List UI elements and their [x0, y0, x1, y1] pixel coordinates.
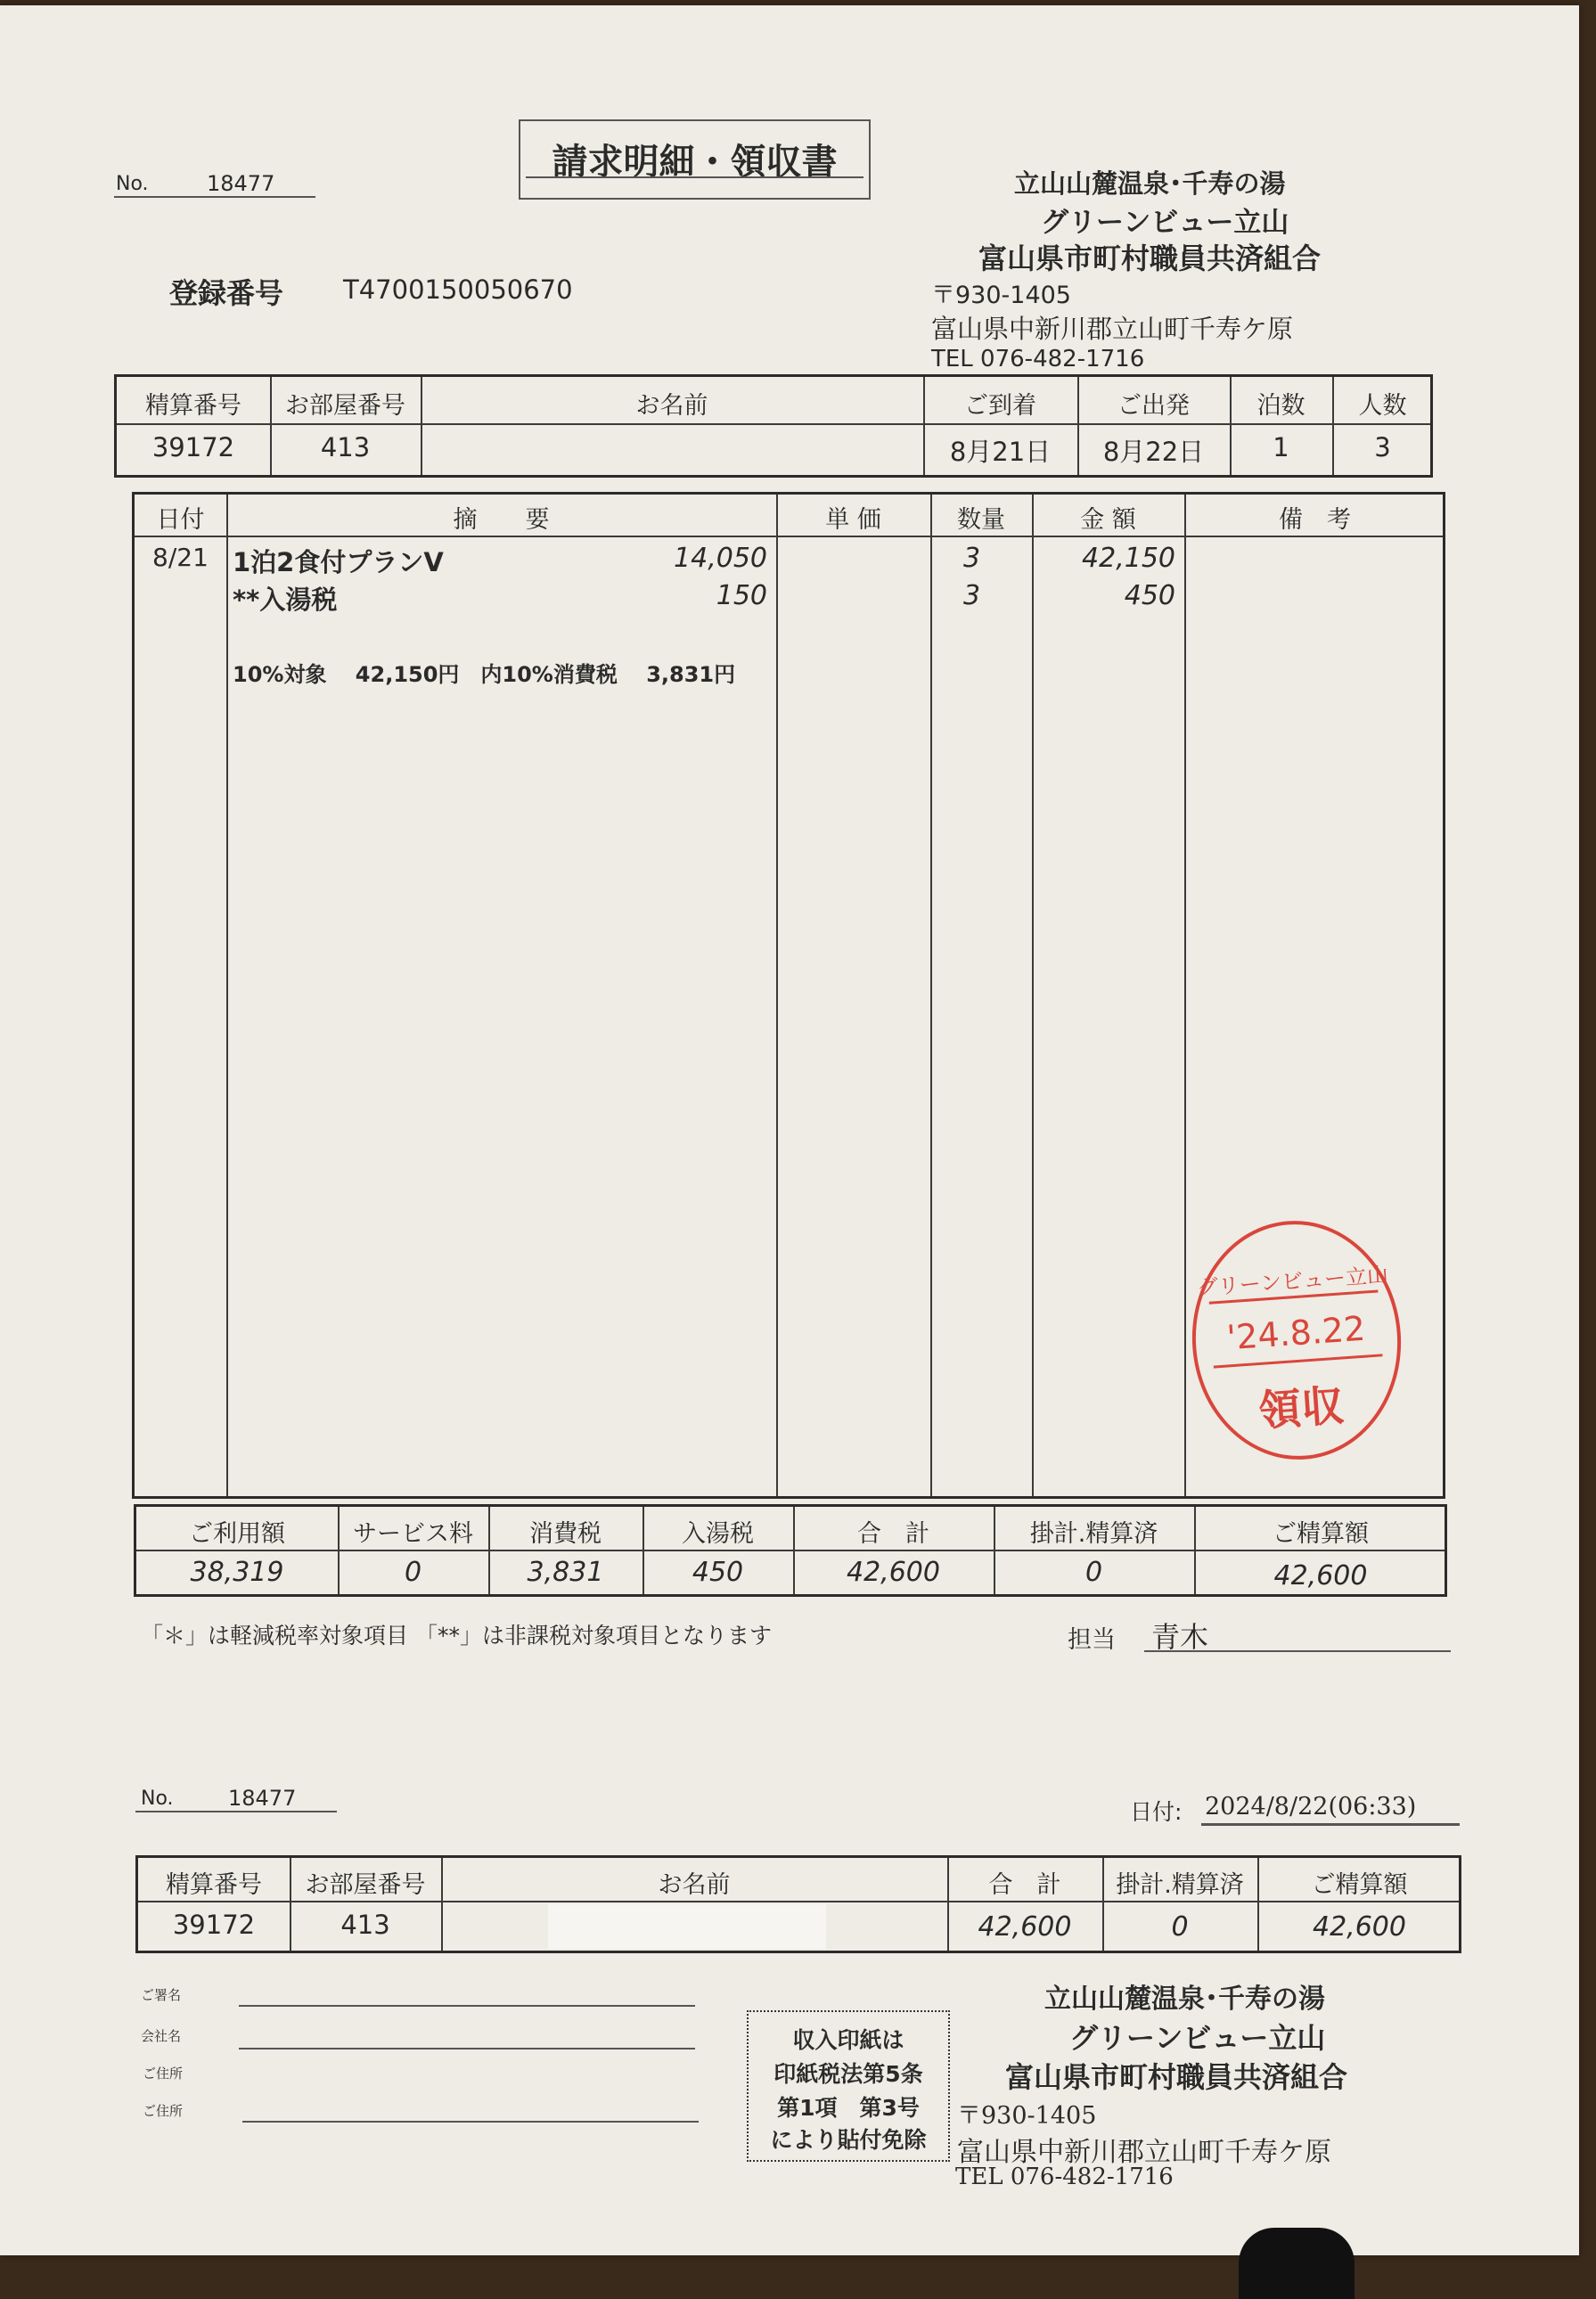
stay-table-divider — [117, 423, 1430, 425]
stay-guests: 3 — [1374, 432, 1391, 462]
totals-payment-value: 42,600 — [1273, 1560, 1368, 1591]
page-title: 請求明細・領収書 — [552, 142, 838, 183]
totals-header-tax: 消費税 — [529, 1520, 602, 1548]
stay-header-arrival: ご到着 — [964, 392, 1036, 420]
item-quantity: 3 — [963, 580, 981, 611]
totals-header-usage: ご利用額 — [189, 1520, 285, 1548]
totals-header-sum: 合 計 — [857, 1520, 929, 1548]
item-desc: **入湯税 — [233, 585, 338, 615]
sign-label-company: 会社名 — [141, 2028, 182, 2044]
stamp-note-line4: により貼付免除 — [770, 2127, 927, 2153]
receipt-issuer-postal: 〒930-1405 — [957, 2102, 1097, 2130]
items-header-desc: 摘 要 — [453, 506, 550, 534]
receipt-header-payment: ご精算額 — [1311, 1871, 1408, 1899]
tax-breakdown-note: 10%対象 42,150円 内10%消費税 3,831円 — [233, 662, 736, 687]
receipt-settled-value: 0 — [1171, 1911, 1189, 1943]
receipt-doc-no: 18477 — [228, 1786, 297, 1811]
items-header-unit: 単 価 — [825, 506, 881, 534]
stay-header-name: お名前 — [635, 392, 708, 420]
receipt-header-room: お部屋番号 — [305, 1871, 426, 1899]
totals-divider — [136, 1550, 1445, 1551]
sign-line-company[interactable] — [239, 2048, 695, 2049]
item-amount: 42,150 — [1082, 543, 1175, 574]
stay-settlement-no: 39172 — [151, 432, 235, 462]
item-desc: 1泊2食付プランV — [233, 547, 444, 577]
stay-header-nights: 泊数 — [1256, 392, 1305, 420]
receipt-table — [135, 1855, 1461, 1953]
issuer-line2: グリーンビュー立山 — [1041, 207, 1289, 239]
totals-usage-value: 38,319 — [190, 1557, 284, 1588]
items-header-amount: 金 額 — [1080, 506, 1136, 534]
doc-no: 18477 — [207, 171, 275, 196]
receipt-issuer-line1: 立山山麓温泉･千寿の湯 — [1044, 1984, 1325, 2015]
totals-settled-value: 0 — [1084, 1557, 1103, 1588]
receipt-name-redaction — [548, 1904, 826, 1949]
staff-name: 青木 — [1151, 1620, 1209, 1654]
item-unit-price: 14,050 — [674, 543, 767, 574]
stay-header-guests: 人数 — [1358, 392, 1407, 420]
items-col-line — [226, 495, 228, 1496]
receipt-issuer-line3: 富山県市町村職員共済組合 — [1005, 2060, 1348, 2094]
receipt-issuer-line2: グリーンビュー立山 — [1069, 2021, 1326, 2055]
receipt-settlement-no: 39172 — [172, 1910, 256, 1940]
sign-label-name: ご署名 — [141, 1987, 182, 2003]
item-amount: 450 — [1124, 580, 1175, 611]
stay-header-departure: ご出発 — [1117, 392, 1190, 420]
receipt-sum-value: 42,600 — [978, 1911, 1072, 1943]
receipt-room-no: 413 — [340, 1910, 390, 1940]
stay-table — [114, 374, 1433, 478]
item-unit-price: 150 — [716, 580, 767, 611]
stamp-note-line3: 第1項 第3号 — [777, 2095, 920, 2121]
items-header-remarks: 備 考 — [1279, 506, 1351, 534]
receipt-issuer-tel: TEL 076-482-1716 — [955, 2164, 1174, 2190]
doc-no-underline — [114, 196, 315, 198]
receipt-issuer-address: 富山県中新川郡立山町千寿ケ原 — [957, 2137, 1331, 2168]
receipt-doc-no-underline — [135, 1811, 337, 1812]
issuer-tel: TEL 076-482-1716 — [931, 346, 1145, 372]
item-date: 8/21 — [152, 543, 209, 572]
items-header-qty: 数量 — [957, 506, 1005, 534]
staff-underline — [1144, 1650, 1451, 1652]
title-box — [519, 119, 871, 200]
receipt-header-settled: 掛計.精算済 — [1116, 1871, 1244, 1899]
receipt-date-label: 日付: — [1130, 1799, 1183, 1825]
stay-header-settlement: 精算番号 — [145, 392, 241, 420]
receipt-header-settlement: 精算番号 — [166, 1871, 262, 1899]
tax-footnote: 「＊」は軽減税率対象項目 「**」は非課税対象項目となります — [141, 1623, 772, 1649]
totals-bath-tax-value: 450 — [692, 1557, 744, 1588]
doc-no-label: No. — [116, 173, 149, 195]
stay-nights: 1 — [1273, 432, 1289, 462]
sign-label-address: ご住所 — [143, 2066, 184, 2082]
receipt-header-name: お名前 — [658, 1871, 731, 1899]
title-underline — [526, 176, 863, 178]
totals-service-value: 0 — [404, 1557, 422, 1588]
items-header-divider — [135, 536, 1443, 537]
totals-sum-value: 42,600 — [847, 1557, 940, 1588]
sign-line-address[interactable] — [242, 2121, 699, 2123]
items-col-line — [776, 495, 778, 1496]
staff-label: 担当 — [1068, 1626, 1116, 1654]
stamp-note-line2: 印紙税法第5条 — [773, 2061, 923, 2087]
registration-label: 登録番号 — [169, 276, 284, 310]
totals-table — [134, 1504, 1447, 1597]
receipt-header-sum: 合 計 — [988, 1871, 1061, 1899]
sign-label-address-2: ご住所 — [143, 2103, 184, 2119]
registration-number: T4700150050670 — [343, 274, 573, 305]
stay-room-no: 413 — [320, 432, 371, 462]
items-col-line — [1184, 495, 1186, 1496]
receipt-date-underline — [1201, 1823, 1460, 1826]
totals-header-bath-tax: 入湯税 — [682, 1520, 754, 1548]
issuer-line1: 立山山麓温泉･千寿の湯 — [1014, 168, 1286, 199]
totals-header-settled: 掛計.精算済 — [1029, 1520, 1158, 1548]
stamp-date: '24.8.22 — [1225, 1308, 1367, 1358]
issuer-address: 富山県中新川郡立山町千寿ケ原 — [931, 314, 1294, 344]
receipt-doc-no-label: No. — [141, 1788, 174, 1810]
totals-tax-value: 3,831 — [527, 1557, 604, 1588]
receipt-table-divider — [138, 1901, 1459, 1902]
stay-departure: 8月22日 — [1102, 437, 1205, 467]
sign-line-name[interactable] — [239, 2005, 695, 2007]
stamp-exemption-box — [747, 2010, 950, 2162]
issuer-postal: 〒930-1405 — [931, 282, 1071, 309]
totals-header-service: サービス料 — [353, 1520, 473, 1548]
receipt-date: 2024/8/22(06:33) — [1205, 1793, 1417, 1820]
stamp-label: 領収 — [1256, 1380, 1346, 1437]
stay-header-room: お部屋番号 — [285, 392, 405, 420]
items-col-line — [1032, 495, 1034, 1496]
items-col-line — [930, 495, 932, 1496]
stay-arrival: 8月21日 — [949, 437, 1052, 467]
item-quantity: 3 — [963, 543, 981, 574]
items-header-date: 日付 — [156, 506, 205, 534]
stamp-note-line1: 収入印紙は — [792, 2027, 904, 2053]
stamp-top-text: グリーンビュー立山 — [1195, 1262, 1389, 1301]
issuer-line3: 富山県市町村職員共済組合 — [978, 241, 1322, 275]
receipt-paper — [0, 5, 1579, 2255]
receipt-payment-value: 42,600 — [1313, 1911, 1406, 1943]
background-object — [1239, 2228, 1355, 2299]
totals-header-payment: ご精算額 — [1273, 1520, 1369, 1548]
